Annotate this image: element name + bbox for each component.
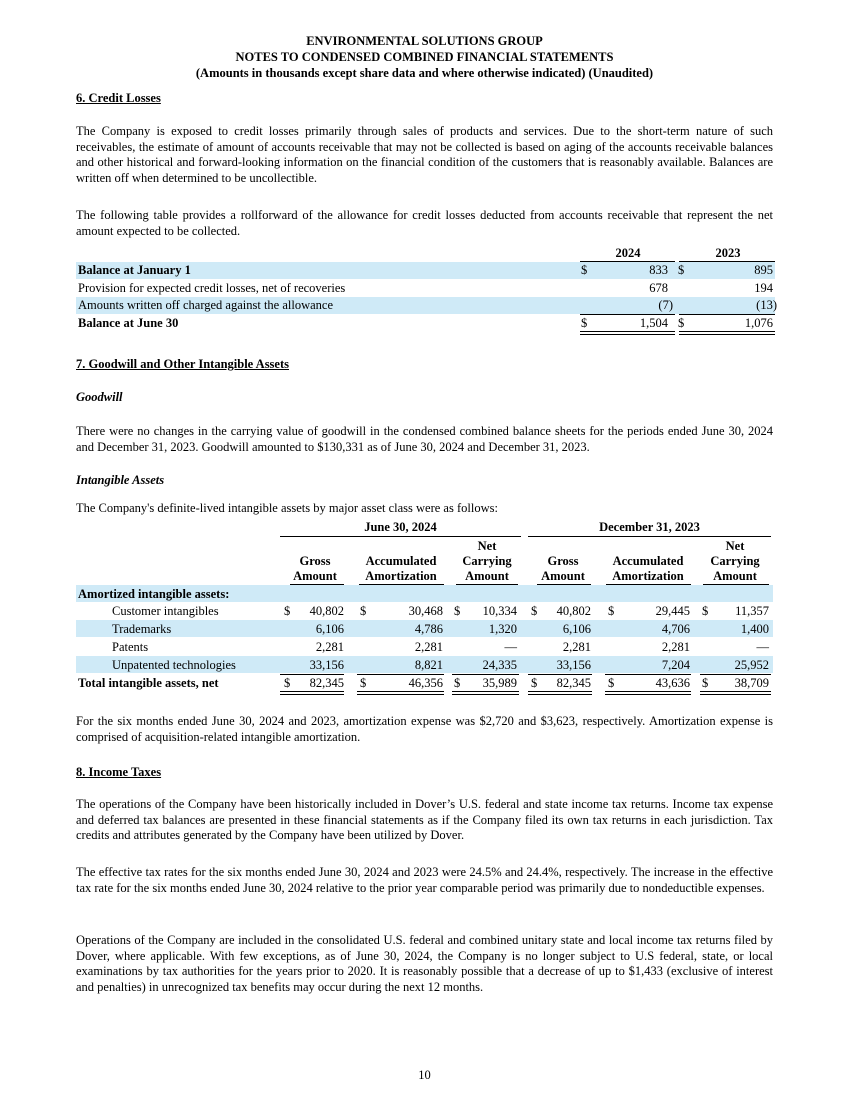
- total-double-rule: [700, 691, 771, 695]
- value-2023: 895: [754, 263, 773, 277]
- gross-2024: 40,802: [309, 604, 344, 618]
- col-net-line1: Net: [725, 539, 745, 553]
- document-subtitle: NOTES TO CONDENSED COMBINED FINANCIAL STATEMENTS: [235, 50, 614, 64]
- value-2024: 1,504: [639, 316, 668, 330]
- net-2023: 25,952: [734, 658, 769, 672]
- accumulated-2024: 46,356: [408, 676, 443, 690]
- row-label: Unpatented technologies: [112, 658, 236, 672]
- gross-2024: 33,156: [309, 658, 344, 672]
- total-double-rule: [528, 691, 592, 695]
- dollar-sign: $: [678, 316, 685, 330]
- dollar-sign: $: [360, 676, 367, 690]
- dollar-sign: $: [608, 604, 615, 618]
- row-label: Trademarks: [112, 622, 172, 636]
- net-2024: 24,335: [482, 658, 517, 672]
- gross-2023: 82,345: [556, 676, 591, 690]
- accumulated-2023: 29,445: [655, 604, 690, 618]
- value-2023: (13): [756, 298, 777, 312]
- dollar-sign: $: [284, 604, 291, 618]
- page-number: 10: [418, 1068, 431, 1082]
- dollar-sign: $: [702, 604, 709, 618]
- dollar-sign: $: [531, 676, 538, 690]
- gross-2023: 6,106: [562, 622, 591, 636]
- period-header-june-2024: June 30, 2024: [364, 520, 437, 534]
- credit-losses-heading: 6. Credit Losses: [76, 91, 161, 105]
- row-label: Balance at June 30: [78, 316, 179, 330]
- col-gross-line1: Gross: [547, 554, 579, 568]
- amounts-note: (Amounts in thousands except share data and where otherwise indicated) (Unaudited): [195, 66, 654, 80]
- value-2024: 678: [649, 281, 668, 295]
- company-name: ENVIRONMENTAL SOLUTIONS GROUP: [306, 34, 543, 48]
- net-2023: 38,709: [734, 676, 769, 690]
- total-double-rule: [357, 691, 444, 695]
- col-accumulated-line1: Accumulated: [365, 554, 437, 568]
- col-net-line3: Amount: [465, 569, 509, 583]
- total-double-rule: [452, 691, 519, 695]
- dollar-sign: $: [581, 316, 588, 330]
- accumulated-2024: 8,821: [414, 658, 443, 672]
- dollar-sign: $: [531, 604, 538, 618]
- col-accumulated-line1: Accumulated: [612, 554, 684, 568]
- row-label: Customer intangibles: [112, 604, 219, 618]
- net-2023: —: [756, 640, 769, 654]
- row-label: Balance at January 1: [78, 263, 191, 277]
- value-2024: 833: [649, 263, 668, 277]
- dollar-sign: $: [454, 604, 461, 618]
- dollar-sign: $: [702, 676, 709, 690]
- dollar-sign: $: [454, 676, 461, 690]
- row-label: Amounts written off charged against the allowance: [78, 298, 334, 312]
- total-double-rule: [280, 691, 344, 695]
- income-taxes-heading: 8. Income Taxes: [76, 765, 162, 779]
- gross-2023: 2,281: [562, 640, 591, 654]
- period-rule: [528, 536, 771, 537]
- total-double-rule: [580, 331, 675, 335]
- value-2023: 194: [754, 281, 773, 295]
- gross-2024: 6,106: [315, 622, 344, 636]
- gross-2023: 40,802: [556, 604, 591, 618]
- column-header-2023: 2023: [715, 246, 741, 260]
- intangible-intro: The Company's definite-lived intangible assets by major asset class were as follows:: [76, 501, 498, 515]
- accumulated-2024: 2,281: [414, 640, 443, 654]
- dollar-sign: $: [678, 263, 685, 277]
- value-2023: 1,076: [744, 316, 773, 330]
- dollar-sign: $: [284, 676, 291, 690]
- dollar-sign: $: [581, 263, 588, 277]
- total-label: Total intangible assets, net: [78, 676, 219, 690]
- col-accumulated-line2: Amortization: [612, 569, 684, 583]
- dollar-sign: $: [360, 604, 367, 618]
- income-taxes-paragraph-1: The operations of the Company have been historically included in Dover’s U.S. federal and state income tax returns. Income tax expense and deferred tax balances are presented in these financial statements as if the Company filed its own tax returns in each jurisdiction. Tax credits and attributes generated by the Company have been utilized by Dover.: [76, 797, 773, 842]
- accumulated-2023: 43,636: [655, 676, 690, 690]
- amortization-paragraph: For the six months ended June 30, 2024 and 2023, amortization expense was $2,720 and $3,623, respectively. Amortization expense is comprised of acquisition-related intangible amortization.: [76, 714, 773, 744]
- credit-losses-paragraph-2: The following table provides a rollforward of the allowance for credit losses deducted from accounts receivable that represent the net amount expected to be collected.: [76, 208, 773, 238]
- col-accumulated-line2: Amortization: [365, 569, 437, 583]
- accumulated-2023: 7,204: [661, 658, 690, 672]
- accumulated-2024: 30,468: [408, 604, 443, 618]
- net-2023: 1,400: [740, 622, 769, 636]
- period-rule: [280, 536, 521, 537]
- net-2024: —: [504, 640, 517, 654]
- net-2024: 1,320: [488, 622, 517, 636]
- col-net-line2: Carrying: [462, 554, 512, 568]
- gross-2024: 2,281: [315, 640, 344, 654]
- net-2024: 35,989: [482, 676, 517, 690]
- accumulated-2024: 4,786: [414, 622, 443, 636]
- income-taxes-paragraph-2: The effective tax rates for the six months ended June 30, 2024 and 2023 were 24.5% and 24.4%, respectively. The increase in the effective tax rate for the six months ended June 30, 2024 relative to the prior year comparable period was primarily due to nondeductible expenses.: [76, 865, 773, 895]
- col-net-line1: Net: [477, 539, 497, 553]
- intangible-assets-subheading: Intangible Assets: [76, 473, 165, 487]
- col-net-line2: Carrying: [710, 554, 760, 568]
- goodwill-paragraph: There were no changes in the carrying value of goodwill in the condensed combined balance sheets for the periods ended June 30, 2024 and December 31, 2023. Goodwill amounted to $130,331 as of June 30, 2024 and December 31, 2023.: [76, 424, 773, 454]
- net-2024: 10,334: [482, 604, 517, 618]
- row-label: Patents: [112, 640, 149, 654]
- gross-2023: 33,156: [556, 658, 591, 672]
- goodwill-section-heading: 7. Goodwill and Other Intangible Assets: [76, 357, 290, 371]
- net-2023: 11,357: [735, 604, 769, 618]
- dollar-sign: $: [608, 676, 615, 690]
- column-header-2024: 2024: [615, 246, 641, 260]
- total-double-rule: [605, 691, 691, 695]
- credit-losses-paragraph-1: The Company is exposed to credit losses primarily through sales of products and services. Due to the short-term nature of such receivables, the estimate of amount of accounts receivable that may not be collected is based on aging of the accounts receivable balances and other historical and forward-looking information on the financial condition of the customers that is reasonably available. Balances are written off when determined to be uncollectible.: [76, 124, 773, 185]
- goodwill-subheading: Goodwill: [76, 390, 123, 404]
- value-2024: (7): [658, 298, 673, 312]
- gross-2024: 82,345: [309, 676, 344, 690]
- income-taxes-paragraph-3: Operations of the Company are included in the consolidated U.S. federal and combined unitary state and local income tax returns filed by Dover, where applicable. With few exceptions, as of June 30, 2024, the Company is no longer subject to U.S federal, state, or local examinations by tax authorities for the years prior to 2020. It is reasonably possible that a decrease of up to $1,433 (exclusive of interest and penalties) in unrecognized tax benefits may occur during the next 12 months.: [76, 933, 773, 994]
- col-gross-line2: Amount: [293, 569, 337, 583]
- accumulated-2023: 4,706: [661, 622, 690, 636]
- col-gross-line2: Amount: [541, 569, 585, 583]
- col-net-line3: Amount: [713, 569, 757, 583]
- row-label: Provision for expected credit losses, net of recoveries: [78, 281, 346, 295]
- total-double-rule: [679, 331, 775, 335]
- accumulated-2023: 2,281: [661, 640, 690, 654]
- amortized-section-label: Amortized intangible assets:: [78, 587, 230, 601]
- col-gross-line1: Gross: [299, 554, 331, 568]
- period-header-dec-2023: December 31, 2023: [599, 520, 700, 534]
